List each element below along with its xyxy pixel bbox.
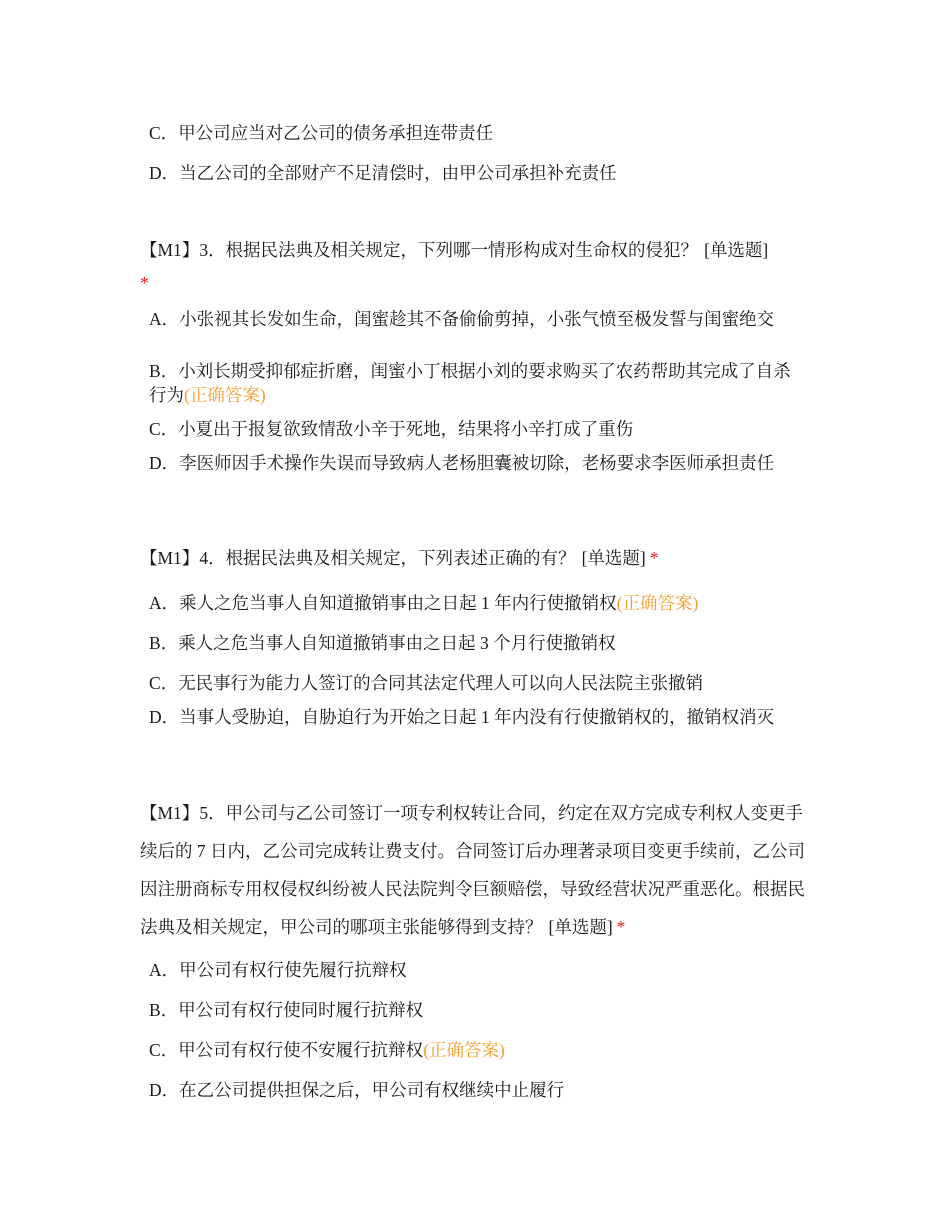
option-4a: A．乘人之危当事人自知道撤销事由之日起 1 年内行使撤销权(正确答案) bbox=[149, 593, 699, 613]
option-3d: D．李医师因手术操作失误而导致病人老杨胆囊被切除，老杨要求李医师承担责任 bbox=[149, 453, 775, 473]
question-4 bbox=[140, 542, 812, 575]
option-4d: D．当事人受胁迫，自胁迫行为开始之日起 1 年内没有行使撤销权的，撤销权消灭 bbox=[149, 707, 775, 727]
option-5d: D．在乙公司提供担保之后，甲公司有权继续中止履行 bbox=[149, 1080, 565, 1100]
option-text: 甲公司有权行使不安履行抗辩权 bbox=[178, 1040, 424, 1060]
option-label: D bbox=[149, 163, 162, 183]
question-number: 4 bbox=[199, 548, 209, 568]
option-prev-c: C．甲公司应当对乙公司的债务承担连带责任 bbox=[149, 123, 494, 143]
question-text: 根据民法典及相关规定，下列表述正确的有？ bbox=[225, 548, 576, 568]
option-label: D bbox=[149, 453, 162, 473]
option-label: C bbox=[149, 1040, 161, 1060]
question-number: 5 bbox=[199, 803, 209, 823]
option-text: 乘人之危当事人自知道撤销事由之日起 3 个月行使撤销权 bbox=[178, 633, 616, 653]
option-label: A bbox=[149, 960, 162, 980]
question-text: 根据民法典及相关规定，下列哪一情形构成对生命权的侵犯？ bbox=[225, 240, 699, 260]
option-text: 李医师因手术操作失误而导致病人老杨胆囊被切除，老杨要求李医师承担责任 bbox=[179, 453, 775, 473]
option-3b: B．小刘长期受抑郁症折磨，闺蜜小丁根据小刘的要求购买了农药帮助其完成了自杀行为(正确答案) bbox=[149, 361, 791, 405]
question-tag: 【M1】 bbox=[140, 803, 200, 823]
option-label: A bbox=[149, 309, 162, 329]
option-5c: C．甲公司有权行使不安履行抗辩权(正确答案) bbox=[149, 1040, 505, 1060]
option-label: A bbox=[149, 593, 162, 613]
question-type: [单选题] bbox=[548, 917, 613, 937]
question-3 bbox=[140, 234, 812, 300]
question-type: [单选题] bbox=[704, 240, 769, 260]
option-4c: C．无民事行为能力人签订的合同其法定代理人可以向人民法院主张撤销 bbox=[149, 673, 704, 693]
option-text: 小张视其长发如生命，闺蜜趁其不备偷偷剪掉，小张气愤至极发誓与闺蜜绝交 bbox=[179, 309, 775, 329]
question-stem: 【M1】3．根据民法典及相关规定，下列哪一情形构成对生命权的侵犯？ [单选题] * bbox=[140, 240, 769, 293]
option-label: C bbox=[149, 419, 161, 439]
required-mark: * bbox=[649, 548, 659, 568]
option-4b: B．乘人之危当事人自知道撤销事由之日起 3 个月行使撤销权 bbox=[149, 633, 616, 653]
option-text: 小刘长期受抑郁症折磨，闺蜜小丁根据小刘的要求购买了农药帮助其完成了自杀行为 bbox=[149, 361, 791, 405]
required-mark: * bbox=[616, 917, 626, 937]
option-text: 当乙公司的全部财产不足清偿时，由甲公司承担补充责任 bbox=[179, 163, 617, 183]
question-text: 甲公司与乙公司签订一项专利权转让合同，约定在双方完成专利权人变更手续后的 7 日内，乙公司完成转让费支付。合同签订后办理著录项目变更手续前，乙公司因注册商标专用权侵权纠纷被人民法院判令巨额赔偿，导致经营状况严重恶化。根据民法典及相关规定，甲公司的哪项主张能够得到支持？ bbox=[140, 803, 805, 937]
option-text: 甲公司应当对乙公司的债务承担连带责任 bbox=[178, 123, 494, 143]
option-label: B bbox=[149, 1000, 161, 1020]
option-5a: A．甲公司有权行使先履行抗辩权 bbox=[149, 960, 407, 980]
question-5 bbox=[140, 794, 812, 946]
correct-answer-tag: (正确答案) bbox=[616, 593, 699, 613]
option-text: 甲公司有权行使先履行抗辩权 bbox=[179, 960, 407, 980]
option-5b: B．甲公司有权行使同时履行抗辩权 bbox=[149, 1000, 424, 1020]
option-label: C bbox=[149, 673, 161, 693]
option-label: D bbox=[149, 707, 162, 727]
option-label: D bbox=[149, 1080, 162, 1100]
option-3c: C．小夏出于报复欲致情敌小辛于死地，结果将小辛打成了重伤 bbox=[149, 419, 634, 439]
option-text: 当事人受胁迫，自胁迫行为开始之日起 1 年内没有行使撤销权的，撤销权消灭 bbox=[179, 707, 775, 727]
question-tag: 【M1】 bbox=[140, 548, 200, 568]
question-tag: 【M1】 bbox=[140, 240, 200, 260]
option-3a: A．小张视其长发如生命，闺蜜趁其不备偷偷剪掉，小张气愤至极发誓与闺蜜绝交 bbox=[149, 309, 775, 329]
option-prev-d: D．当乙公司的全部财产不足清偿时，由甲公司承担补充责任 bbox=[149, 163, 617, 183]
question-stem: 【M1】5．甲公司与乙公司签订一项专利权转让合同，约定在双方完成专利权人变更手续后的 7 日内，乙公司完成转让费支付。合同签订后办理著录项目变更手续前，乙公司因注册商标专用权侵权纠纷被人民法院判令巨额赔偿，导致经营状况严重恶化。根据民法典及相关规定，甲公司的哪项主张能够得到支持？ [单选题] * bbox=[140, 803, 805, 937]
option-label: B bbox=[149, 361, 161, 381]
option-label: B bbox=[149, 633, 161, 653]
required-mark: * bbox=[140, 273, 149, 293]
option-text: 甲公司有权行使同时履行抗辩权 bbox=[178, 1000, 424, 1020]
question-number: 3 bbox=[199, 240, 209, 260]
option-label: C bbox=[149, 123, 161, 143]
question-stem: 【M1】4．根据民法典及相关规定，下列表述正确的有？ [单选题] * bbox=[140, 548, 659, 568]
option-text: 乘人之危当事人自知道撤销事由之日起 1 年内行使撤销权 bbox=[179, 593, 617, 613]
option-text: 在乙公司提供担保之后，甲公司有权继续中止履行 bbox=[179, 1080, 565, 1100]
option-text: 小夏出于报复欲致情敌小辛于死地，结果将小辛打成了重伤 bbox=[178, 419, 634, 439]
question-type: [单选题] bbox=[581, 548, 646, 568]
correct-answer-tag: (正确答案) bbox=[423, 1040, 505, 1060]
option-text: 无民事行为能力人签订的合同其法定代理人可以向人民法院主张撤销 bbox=[178, 673, 704, 693]
correct-answer-tag: (正确答案) bbox=[184, 385, 266, 405]
